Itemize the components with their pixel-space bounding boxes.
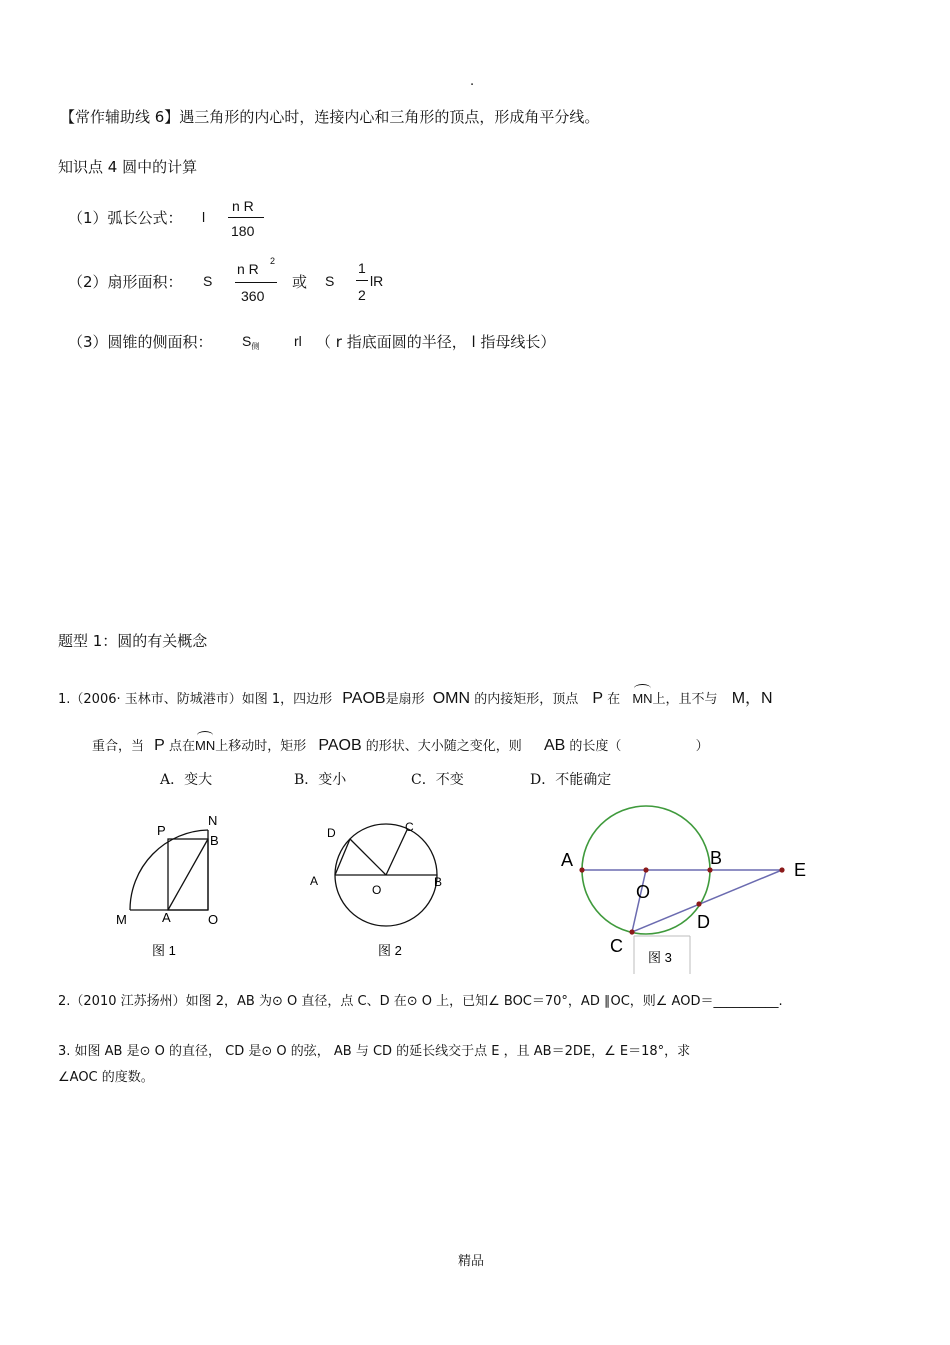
fig2-segment-oc <box>386 830 407 875</box>
q1-arc-mn <box>632 691 652 706</box>
sector-area-half-bar <box>356 280 368 281</box>
fig3-point-a <box>579 867 584 872</box>
fig1-label-n: N <box>208 813 218 828</box>
q1-line1 <box>58 685 773 708</box>
q1-line2-c: 上移动时，矩形 <box>215 739 307 754</box>
arc-length-denominator: 180 <box>231 223 255 239</box>
fig3-label-d: D <box>697 912 710 932</box>
q1-line2-arc-mn-text: MN <box>194 738 216 753</box>
q2-text: 2.（2010 江苏扬州）如图 2，AB 为⊙ O 直径，点 C、D 在⊙ O 上，已知∠ BOC＝70°，AD ∥OC，则∠ AOD＝__________. <box>58 994 783 1009</box>
q1-line1-b: 是扇形 <box>385 692 425 707</box>
sector-area-lhs: S <box>203 273 213 289</box>
fig3-point-o <box>643 867 648 872</box>
q1-line2 <box>92 735 709 755</box>
sector-area-denominator: 360 <box>241 288 265 304</box>
sector-area-or: 或 <box>292 273 308 291</box>
q1-line2-b: 点在 <box>168 739 195 754</box>
fig1-label-m: M <box>116 912 127 927</box>
cone-area-note: （ r 指底面圆的半径， l 指母线长） <box>316 333 556 351</box>
fig2-label-o: O <box>372 883 382 897</box>
q1-line1-a: 1.（2006· 玉林市、防城港市）如图 1，四边形 <box>58 692 333 707</box>
fig1-label-b: B <box>210 833 219 848</box>
arc-length-label: （1）弧长公式： <box>68 209 183 227</box>
arc-length-fraction-bar <box>228 217 264 218</box>
fig3-point-b <box>707 867 712 872</box>
cone-area-s: S <box>242 333 252 349</box>
figure-1 <box>100 805 240 965</box>
type-1-title: 题型 1：圆的有关概念 <box>58 632 208 650</box>
sector-area-half-numerator: 1 <box>358 260 366 276</box>
fig1-label-a: A <box>162 910 171 925</box>
fig1-caption: 图 1 <box>152 943 176 958</box>
sector-area-label: （2）扇形面积： <box>68 273 183 291</box>
aux-line-6-text: 【常作辅助线 6】遇三角形的内心时，连接内心和三角形的顶点，形成角平分线。 <box>60 108 600 126</box>
fig2-segment-od <box>350 839 386 875</box>
q1-line1-d: 在 <box>607 692 621 707</box>
arc-mark-icon <box>634 684 650 693</box>
page-footer: 精品 <box>458 1254 485 1269</box>
fig2-label-d: D <box>327 826 336 840</box>
q1-line2-close: ） <box>695 739 709 754</box>
q3-line1: 3. 如图 AB 是⊙ O 的直径， CD 是⊙ O 的弦， AB 与 CD 的延长线交于点 E ，且 AB＝2DE，∠ E＝18°，求 <box>58 1044 691 1059</box>
cone-area-lhs <box>242 333 259 352</box>
q1-line1-e: 上，且不与 <box>652 692 718 707</box>
fig3-caption: 图 3 <box>648 950 672 965</box>
q1-line2-paob: PAOB <box>318 737 362 754</box>
fig2-label-c: C <box>405 820 414 834</box>
q1-line1-c: 的内接矩形，顶点 <box>474 692 579 707</box>
figure-3 <box>550 800 820 980</box>
fig3-point-e <box>779 867 784 872</box>
q1-mn-points: M，N <box>731 690 773 707</box>
sector-area-exponent: 2 <box>270 256 276 266</box>
knowledge-point-4-title: 知识点 4 圆中的计算 <box>58 158 198 176</box>
q3-line2: ∠AOC 的度数。 <box>58 1070 154 1085</box>
q1-option-d: D．不能确定 <box>530 772 612 788</box>
fig2-label-a: A <box>310 874 319 888</box>
q1-line2-arc-mn <box>195 738 215 753</box>
fig1-label-p: P <box>157 823 166 838</box>
fig3-label-b: B <box>710 848 723 868</box>
sector-area-lhs-2: S <box>325 273 335 289</box>
q1-ab: AB <box>543 737 566 754</box>
sector-area-fraction-bar <box>235 282 277 283</box>
sector-area-half-denominator: 2 <box>358 287 366 303</box>
arc-mark-icon <box>197 731 213 740</box>
q1-option-a: A．变大 <box>160 772 213 788</box>
fig3-label-c: C <box>610 936 623 956</box>
cone-area-label: （3）圆锥的侧面积： <box>68 333 213 351</box>
q1-option-b: B．变小 <box>294 772 347 788</box>
header-dot: . <box>470 74 475 89</box>
fig1-arc <box>130 830 208 910</box>
q1-line2-d: 的形状、大小随之变化，则 <box>365 739 522 754</box>
arc-length-lhs: l <box>202 209 206 225</box>
cone-area-subscript: 侧 <box>251 342 260 351</box>
q1-arc-mn-text: MN <box>632 691 653 706</box>
sector-area-tail: lR <box>370 273 384 289</box>
q1-p: P <box>592 690 604 707</box>
fig2-caption: 图 2 <box>378 943 402 958</box>
fig1-label-o: O <box>208 912 219 927</box>
q1-line2-p: P <box>154 737 165 754</box>
fig2-label-b: B <box>434 875 443 889</box>
fig3-label-a: A <box>561 850 574 870</box>
q1-omn: OMN <box>432 690 471 707</box>
sector-area-numerator: n R <box>237 261 259 277</box>
fig3-label-e: E <box>794 860 807 880</box>
cone-area-rhs: rl <box>294 333 302 349</box>
arc-length-numerator: n R <box>232 198 254 214</box>
fig1-diagonal <box>168 839 208 910</box>
figure-2 <box>300 812 460 962</box>
fig3-label-o: O <box>636 882 651 902</box>
q1-paob: PAOB <box>342 690 386 707</box>
fig3-point-d <box>696 901 701 906</box>
fig2-segment-ad <box>335 839 350 875</box>
q1-option-c: C．不变 <box>411 772 464 788</box>
fig3-point-c <box>629 929 634 934</box>
q1-line2-a: 重合，当 <box>92 739 145 754</box>
q1-line2-e: 的长度（ <box>569 739 622 754</box>
